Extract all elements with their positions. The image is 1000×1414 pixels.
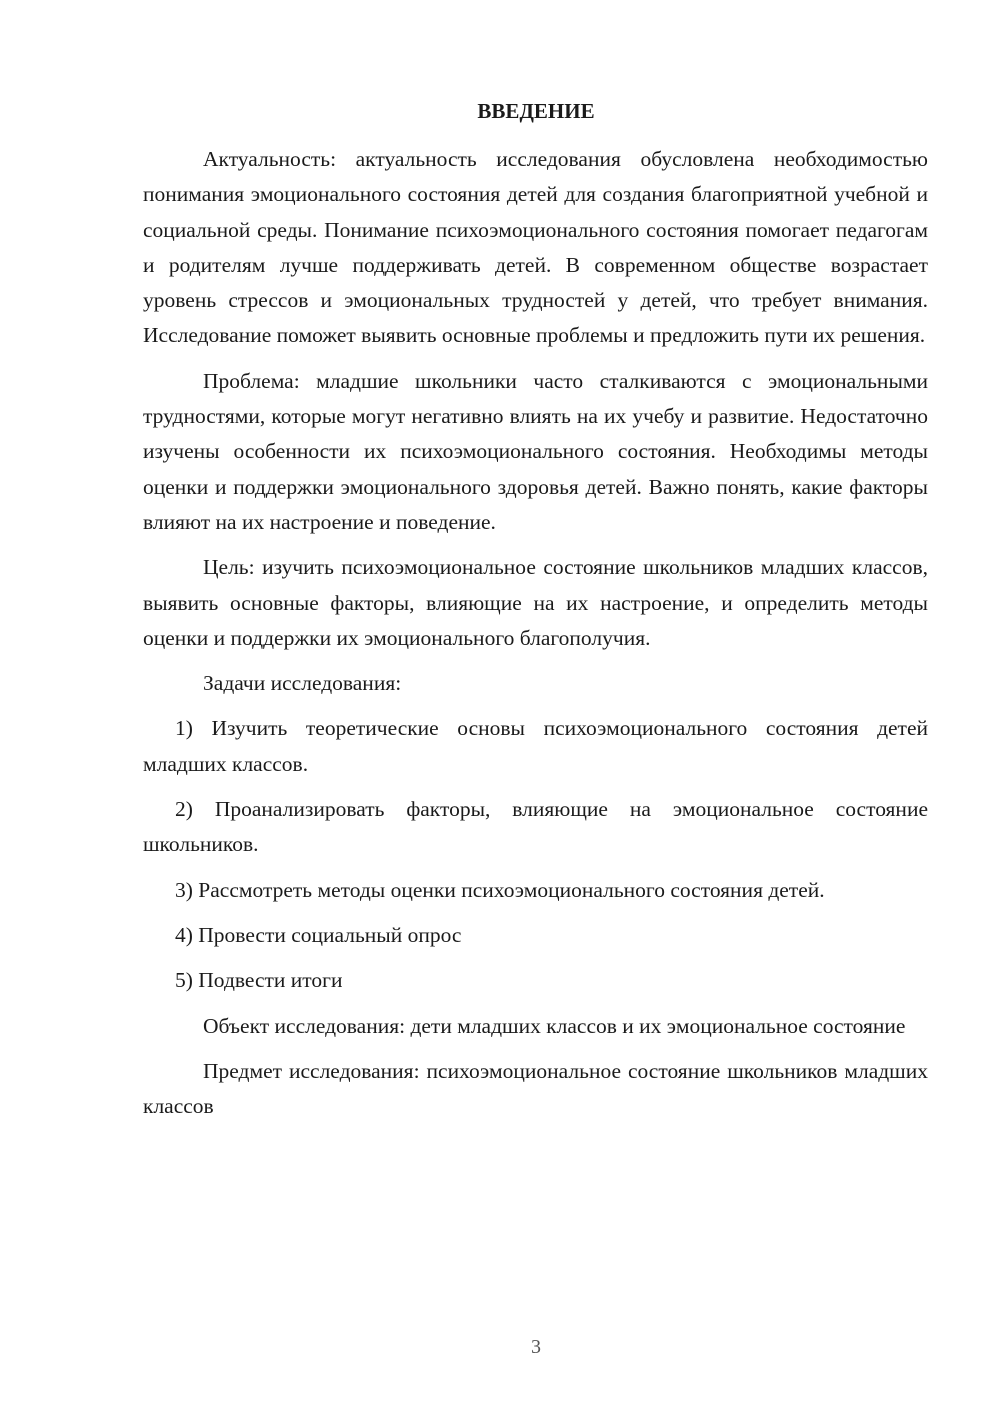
task-item-2: 2) Проанализировать факторы, влияющие на эмоциональное состояние школьников.: [143, 797, 928, 857]
task-item-1: 1) Изучить теоретические основы психоэмоционального состояния детей младших классов.: [143, 716, 928, 776]
page-title: ВВЕДЕНИЕ: [477, 99, 595, 123]
task-item-5: 5) Подвести итоги: [175, 968, 343, 993]
task-item-4: 4) Провести социальный опрос: [175, 922, 462, 947]
paragraph-relevance: Актуальность: актуальность исследования обусловлена необходимостью понимания эмоционального состояния детей для создания благоприятной учебной и социальной среды. Понимание психоэмоционального состояния помогает педагогам и родителям лучше поддерживать детей. В современном обществе возрастает уровень стрессов и эмоциональных трудностей у детей, что требует внимания. Исследование поможет выявить основные проблемы и предложить пути их решения.: [143, 147, 928, 348]
paragraph-goal: Цель: изучить психоэмоциональное состояние школьников младших классов, выявить основные факторы, влияющие на их настроение, и определить методы оценки и поддержки их эмоционального благополучия.: [143, 555, 928, 650]
tasks-heading: Задачи исследования:: [203, 671, 402, 696]
tasks-list: [143, 711, 928, 998]
paragraph-subject: Предмет исследования: психоэмоциональное состояние школьников младших классов: [143, 1058, 928, 1119]
document-body: [143, 142, 928, 1134]
paragraph-problem: Проблема: младшие школьники часто сталкиваются с эмоциональными трудностями, которые могут негативно влиять на их учебу и развитие. Недостаточно изучены особенности их психоэмоционального состояния. Необходимы методы оценки и поддержки эмоционального здоровья детей. Важно понять, какие факторы влияют на их настроение и поведение.: [143, 368, 928, 534]
page-number: 3: [531, 1336, 541, 1358]
task-item-3: 3) Рассмотреть методы оценки психоэмоционального состояния детей.: [175, 877, 825, 902]
paragraph-object: Объект исследования: дети младших классов и их эмоциональное состояние: [203, 1013, 906, 1038]
